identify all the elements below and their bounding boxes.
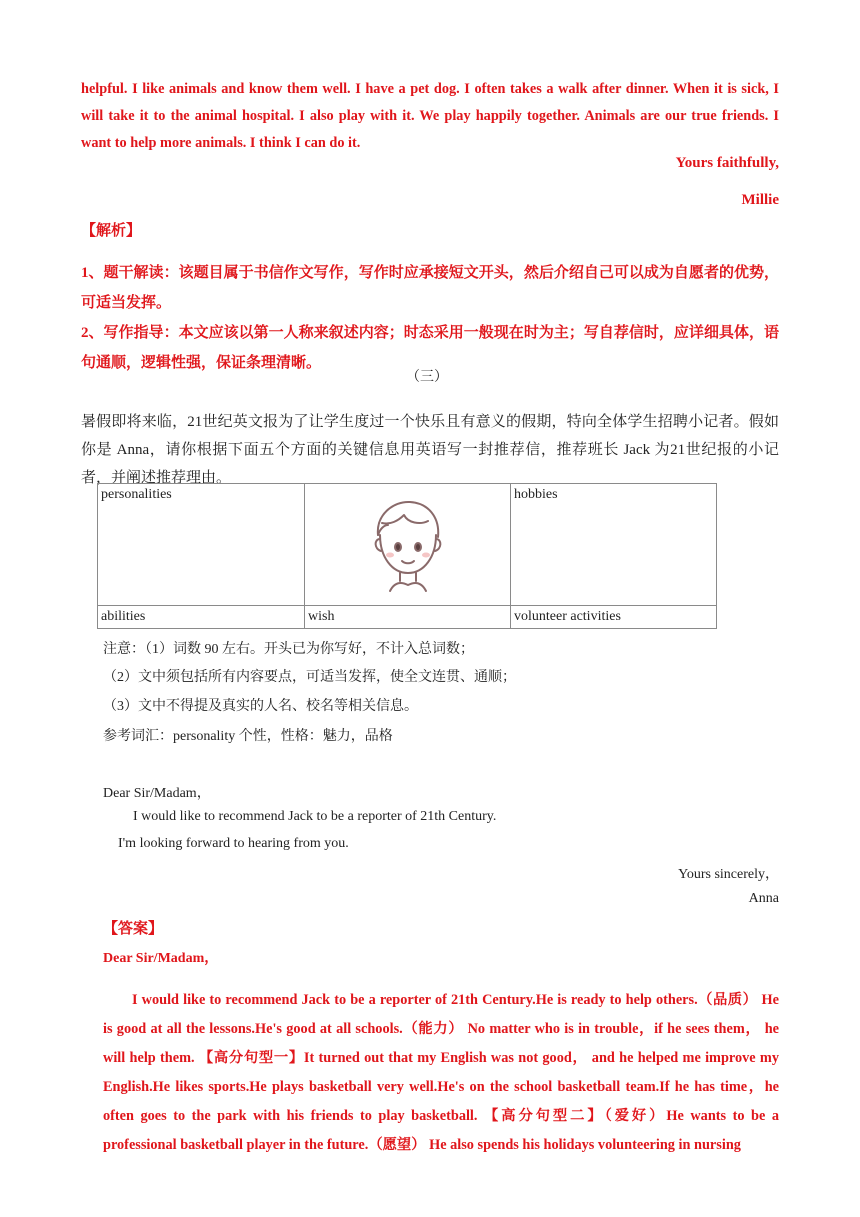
key-info-table	[97, 483, 717, 629]
answer-heading: 【答案】	[103, 921, 164, 937]
template-line-1: I would like to recommend Jack to be a reporter of 21th Century.	[133, 809, 497, 824]
letter-body-continued: helpful. I like animals and know them well. I have a pet dog. I often takes a walk after dinner. When it is sick, I will take it to the animal hospital. I also play with it. We play happily together. Animals are our true friends. I want to help more animals. I think I can do it.	[81, 81, 779, 152]
note-3: （3）文中不得提及真实的人名、校名等相关信息。	[103, 699, 418, 714]
template-signature: Anna	[748, 891, 779, 906]
table-cell-wish: wish	[305, 606, 511, 629]
letter-signature: Millie	[741, 192, 779, 208]
note-2: （2）文中须包括所有内容要点，可适当发挥，使全文连贯、通顺；	[103, 670, 516, 685]
template-greeting: Dear Sir/Madam，	[103, 786, 211, 801]
template-line-2: I'm looking forward to hearing from you.	[118, 836, 349, 851]
cartoon-boy-icon	[368, 495, 448, 595]
analysis-heading: 【解析】	[81, 223, 142, 239]
template-closing: Yours sincerely，	[678, 867, 779, 882]
vocab-reference: 参考词汇：personality 个性，性格：魅力，品格	[103, 729, 393, 744]
section-prompt: 暑假即将来临，21世纪英文报为了让学生度过一个快乐且有意义的假期，特向全体学生招聘小记者。假如你是 Anna，请你根据下面五个方面的关键信息用英语写一封推荐信，推荐班长 Jack 为21世纪报的小记者，并阐述推荐理由。	[81, 414, 779, 486]
table-cell-image	[305, 484, 511, 606]
table-cell-volunteer: volunteer activities	[511, 606, 717, 629]
table-cell-personalities: personalities	[98, 484, 305, 606]
analysis-point-1: 1、题干解读：该题目属于书信作文写作，写作时应承接短文开头，然后介绍自己可以成为自愿者的优势，可适当发挥。	[81, 265, 779, 311]
analysis-point-2: 2、写作指导：本文应该以第一人称来叙述内容；时态采用一般现在时为主；写自荐信时，应详细具体，语句通顺，逻辑性强，保证条理清晰。	[81, 325, 779, 371]
table-cell-hobbies: hobbies	[511, 484, 717, 606]
table-cell-abilities: abilities	[98, 606, 305, 629]
note-1: 注意：（1）词数 90 左右。开头已为你写好，不计入总词数；	[103, 642, 474, 657]
answer-greeting: Dear Sir/Madam，	[103, 951, 219, 966]
letter-closing: Yours faithfully,	[675, 155, 779, 171]
answer-body: I would like to recommend Jack to be a reporter of 21th Century.He is ready to help others.（品质） He is good at all the lessons.He's good at all schools.（能力） No matter who is in trouble，if he sees them， he will help them. 【高分句型一】It turned out that my English was not good， and he helped me improve my English.He likes sports.He plays basketball very well.He's on the school basketball team.If he has time，he often goes to the park with his friends to play basketball. 【高分句型二】（爱好）He wants to be a professional basketball player in the future.（愿望） He also spends his holidays volunteering in nursing	[103, 992, 779, 1154]
section-number: （三）	[406, 370, 448, 385]
